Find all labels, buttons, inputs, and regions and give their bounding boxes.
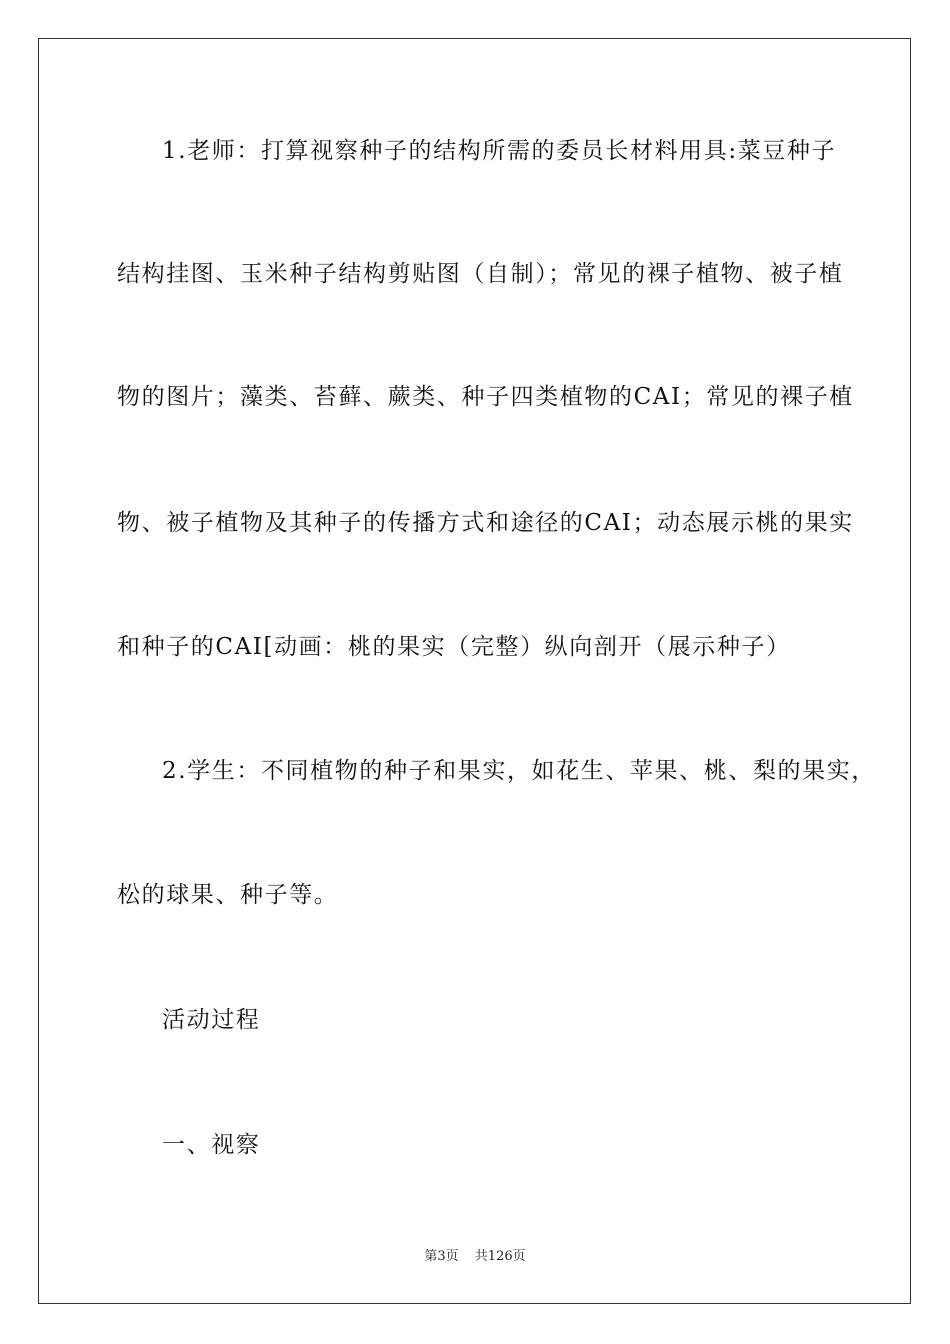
page-border xyxy=(38,38,911,1304)
page-total: 共126页 xyxy=(474,1249,526,1264)
page-footer xyxy=(0,1248,950,1266)
paragraph-line-4: 物、被子植物及其种子的传播方式和途径的CAI；动态展示桃的果实 xyxy=(117,510,854,536)
paragraph-line-5: 和种子的CAI[动画：桃的果实（完整）纵向剖开（展示种子） xyxy=(117,634,791,660)
section-heading-activity-process: 活动过程 xyxy=(162,1007,261,1033)
paragraph-line-7: 松的球果、种子等。 xyxy=(117,882,339,908)
paragraph-line-2: 结构挂图、玉米种子结构剪贴图（自制）；常见的裸子植物、被子植 xyxy=(117,261,844,287)
section-heading-observe: 一、视察 xyxy=(162,1132,261,1158)
paragraph-line-3: 物的图片；藻类、苔藓、蕨类、种子四类植物的CAI；常见的裸子植 xyxy=(117,384,854,410)
paragraph-line-6: 2.学生：不同植物的种子和果实，如花生、苹果、桃、梨的果实， xyxy=(162,758,876,784)
paragraph-line-1: 1.老师：打算视察种子的结构所需的委员长材料用具:菜豆种子 xyxy=(162,138,837,164)
page-number: 第3页 xyxy=(424,1249,459,1264)
